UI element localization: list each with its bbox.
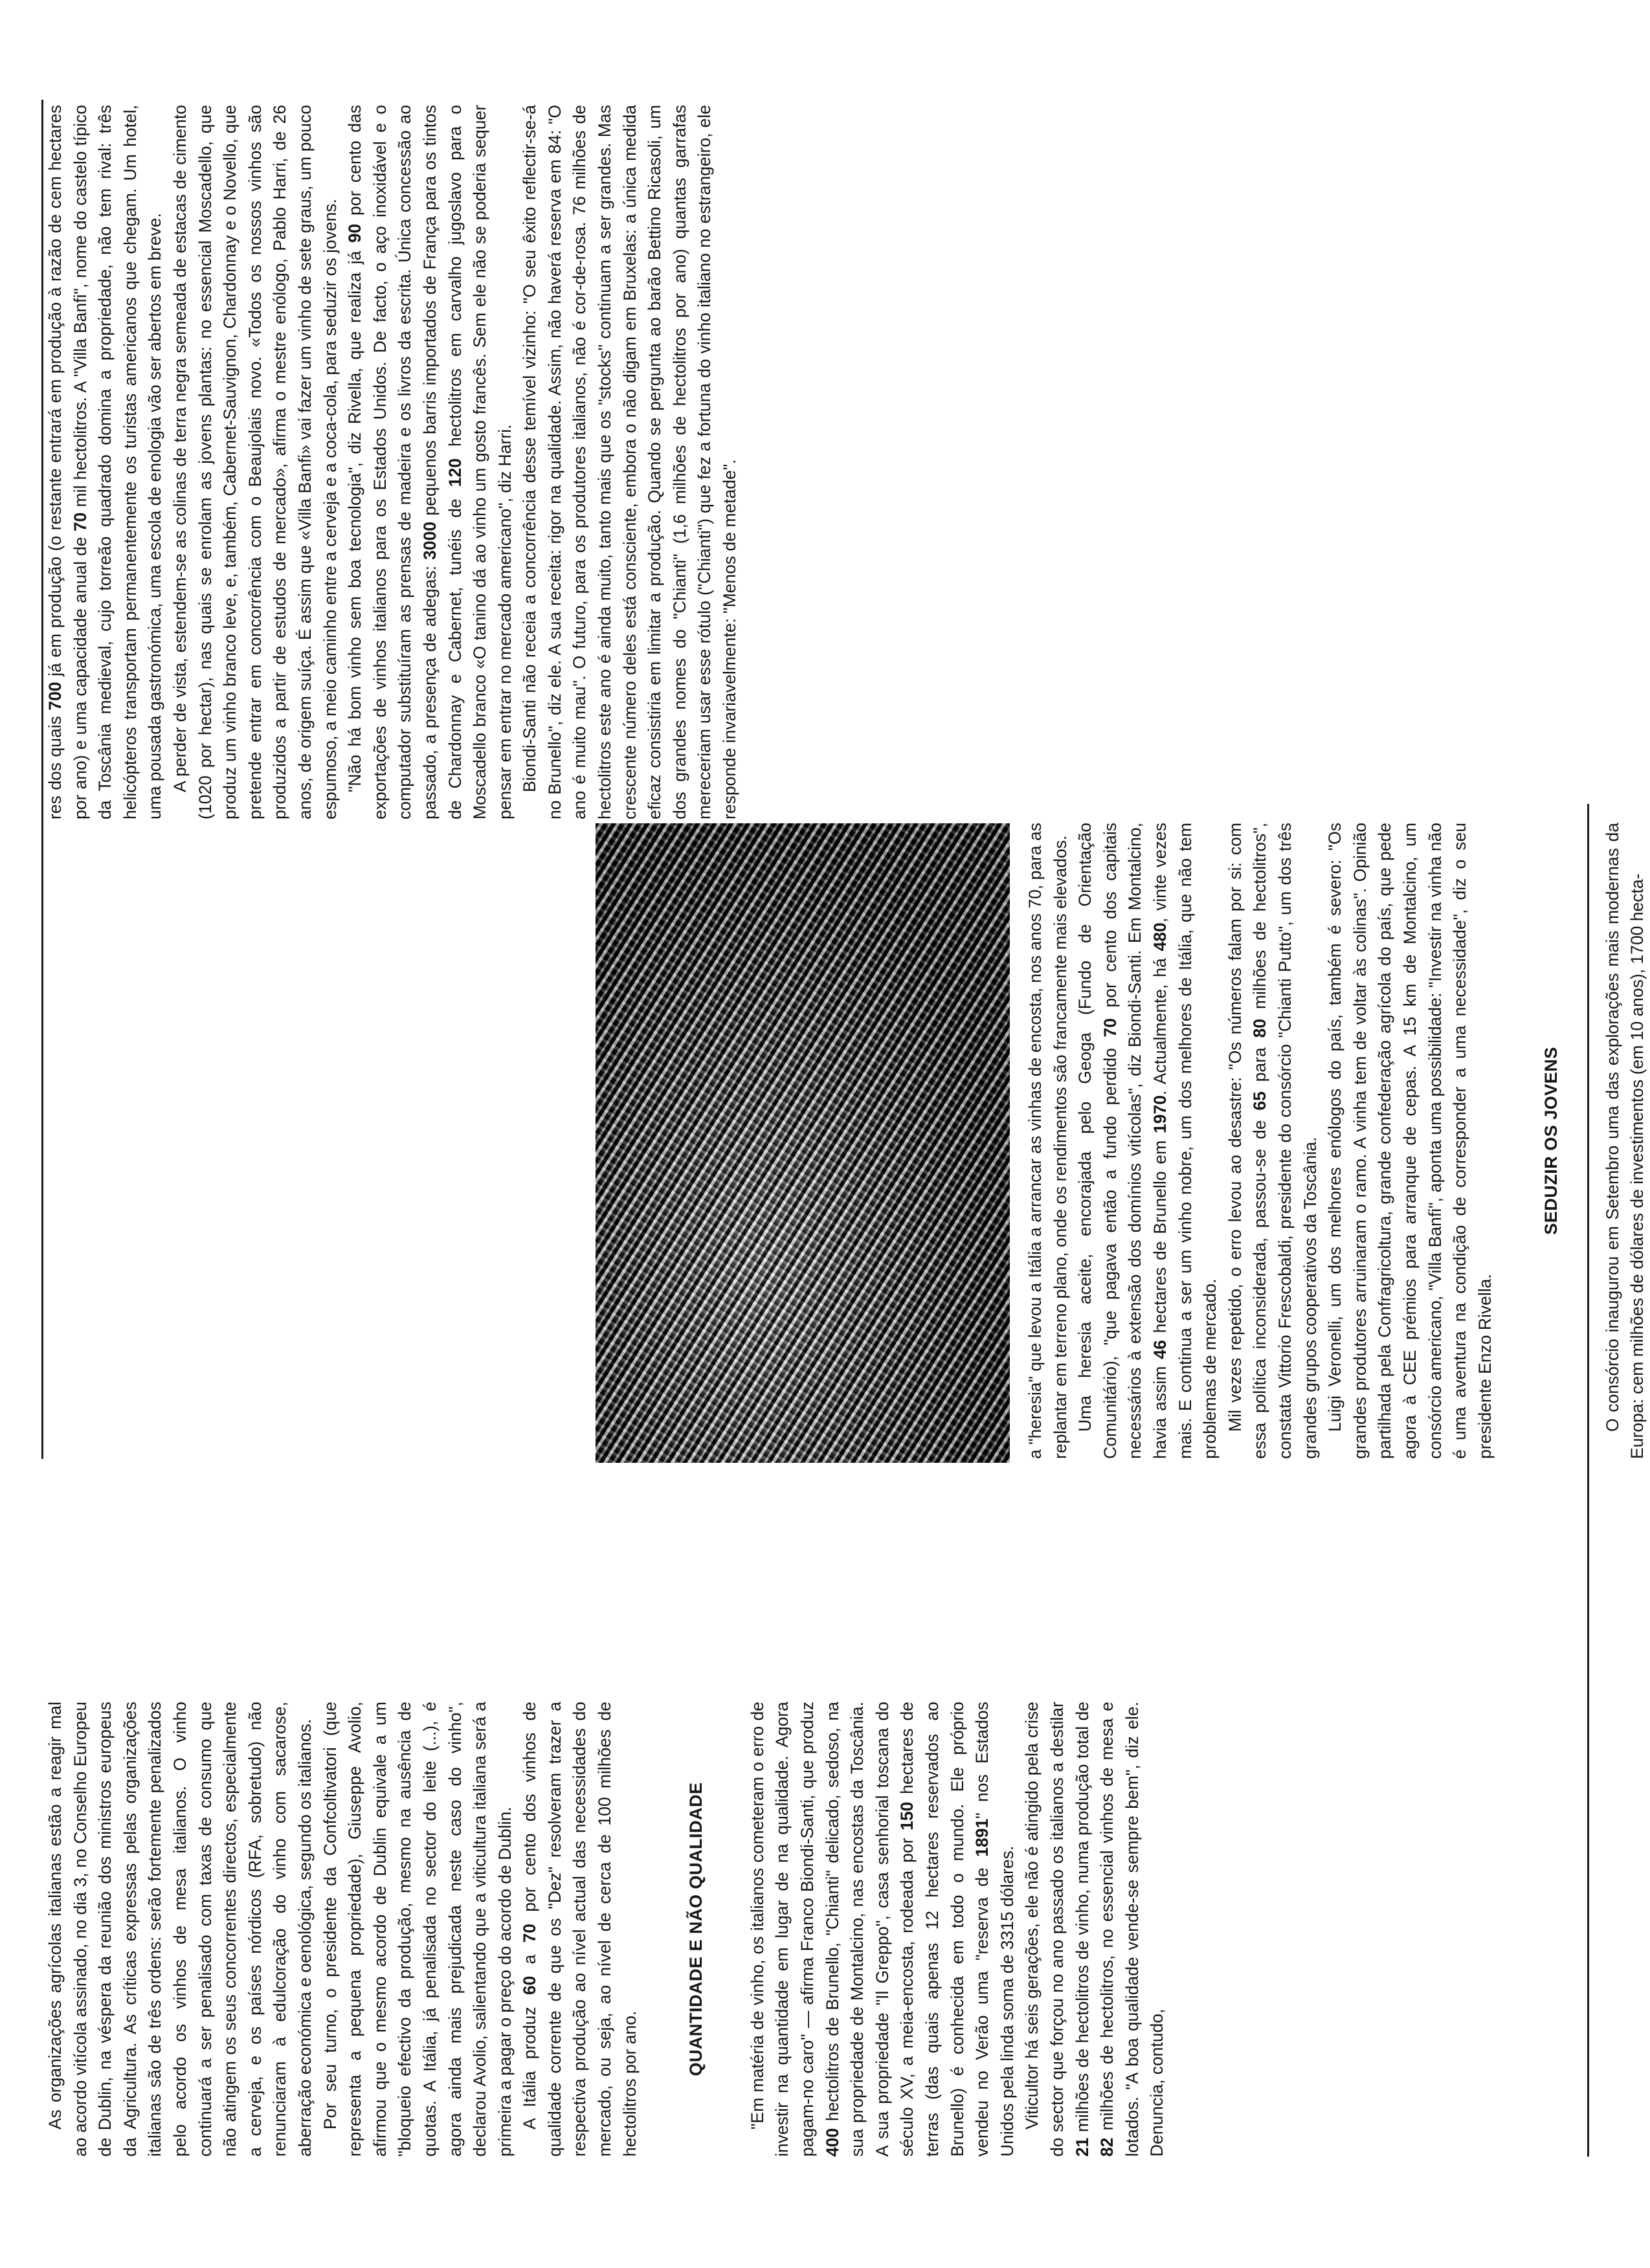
paragraph: O consórcio inaugurou em Setembro uma das explorações mais modernas da Europa: cem milhões de dólares de investimentos (em 10 anos), 1700 hecta-	[1602, 823, 1647, 1459]
paragraph: Biondi-Santi não receia a concorrência desse temível vizinho: "O seu êxito reflectir-se-á no Brunello", diz ele. A sua receita: rigor na qualidade. Assim, não haverá reserva em 84: "O ano é muito mau". O futuro, para os produtores italianos, não é cor-de-rosa. 76 milhões de hectolitros este ano é ainda muito, tanto mais que os "stocks" continuam a ser grandes. Mas crescente número deles está consciente, embora o não digam em Bruxelas: a única medida eficaz consistiria em limitar a produção. Quando se pergunta ao barão Bettino Ricasoli, um dos grandes nomes do "Chianti" (1,6 milhões de hectolitros por ano) quantas garrafas mereceriam usar esse rótulo ("Chianti") que fez a fortuna do vinho italiano no estrangeiro, ele responde invariavelmente: "Menos de metade".	[520, 105, 740, 819]
paragraph: A perder de vista, estendem-se as colinas de terra negra semeada de estacas de cimento (1020 por hectar), nas quais se enrolam as jovens plantas: no essencial Moscadello, que produz um vinho branco leve, e, também, Cabernet-Sauvignon, Chardonnay e o Novello, que pretende entrar em concorrência com o Beaujolais novo. «Todos os nossos vinhos são produzidos a partir de estudos de mercado», afirma o mestre enólogo, Pablo Harri, de 26 anos, de origem suíça. É assim que «Villa Banfi» vai fazer um vinho de sete graus, um pouco espumoso, a meio caminho entre a cerveja e a coca-cola, para seduzir os jovens.	[170, 105, 340, 819]
paragraph: Mil vezes repetido, o erro levou ao desastre: "Os números falam por si: com essa política inconsiderada, passou-se de 65 para 80 milhões de hectolitros", constata Vittorio Frescobaldi, presidente do consórcio "Chianti Putto", um dos três grandes grupos cooperativos da Toscânia.	[1225, 823, 1320, 1459]
rule-bottom	[1587, 804, 1589, 2157]
paragraph: a "heresia" que levou a Itália a arrancar as vinhas de encosta, nos anos 70, para as replantar em terreno plano, onde os rendimentos são francamente mais elevados.	[1025, 823, 1070, 1459]
article-column-3	[43, 105, 1587, 819]
paragraph: res dos quais 700 já em produção (o restante entrará em produção à razão de cem hectares por ano) e uma capacidade anual de 70 mil hectolitros. A "Villa Banfi", nome do castelo típico da Toscânia medieval, cujo torreão quadrado domina a propriedade, não tem rival: três helicópteros transportam permanentemente os turistas americanos que chegam. Um hotel, uma pousada gastronómica, uma escola de enologia vão ser abertos em breve.	[45, 105, 165, 819]
paragraph: "Não há bom vinho sem boa tecnologia", diz Rivella, que realiza já 90 por cento das exportações de vinhos italianos para os Estados Unidos. De facto, o aço inoxidável e o computador substituíram as prensas de madeira e os livros da escrita. Única concessão ao passado, a presença de adegas: 3000 pequenos barris importados de França para os tintos de Chardonnay e Cabernet, tunéis de 120 hectolitros em carvalho jugoslavo para o Moscadello branco «O tanino dá ao vinho um gosto francês. Sem ele não se poderia sequer pensar em entrar no mercado americano", diz Harri.	[345, 105, 515, 819]
paragraph: A Itália produz 60 a 70 por cento dos vinhos de qualidade corrente de que os "Dez" resolveram trazer a respectiva produção ao nível actual das necessidades do mercado, ou seja, ao nível de cerca de 100 milhões de hectolitros por ano.	[520, 1702, 640, 2157]
section-heading: SEDUZIR OS JOVENS	[1541, 1047, 1561, 1235]
paragraph: Uma heresia aceite, encorajada pelo Geoga (Fundo de Orientação Comunitário), "que pagava então a fundo perdido 70 por cento dos capitais necessários à extensão dos domínios vitícolas", diz Biondi-Santi. Em Montalcino, havia assim 46 hectares de Brunello em 1970. Actualmente, há 480, vinte vezes mais. E continua a ser um vinho nobre, um dos melhores de Itália, que não tem problemas de mercado.	[1075, 822, 1220, 1459]
paragraph: "Em matéria de vinho, os italianos cometeram o erro de investir na quantidade em lugar de na qualidade. Agora pagam-no caro" — afirma Franco Biondi-Santi, que produz 400 hectolitros de Brunello, "Chianti" delicado, sedoso, na sua propriedade de Montalcino, nas encostas da Toscânia. A sua propriedade "Il Greppo", casa senhorial toscana do século XV, a meia-encosta, rodeada por 150 hectares de terras (das quais apenas 12 hectares reservados ao Brunello) é conhecida em todo o mundo. Ele próprio vendeu no Verão uma "reserva de 1891" nos Estados Unidos pela linda soma de 3315 dólares.	[747, 1701, 1017, 2157]
paragraph: As organizações agrícolas italianas estão a reagir mal ao acordo vitícola assinado, no dia 3, no Conselho Europeu de Dublin, na véspera da reunião dos ministros europeus da Agricultura. As críticas expressas pelas organizações italianas são de três ordens: serão fortemente penalizados pelo acordo os vinhos de mesa italianos. O vinho continuará a ser penalisado com taxas de consumo que não atingem os seus concorrentes directos, especialmente a cerveja, e os países nórdicos (RFA, sobretudo) não renunciaram à edulcoração do vinho com sacarose, aberração económica e oenológica, segundo os italianos.	[45, 1702, 315, 2157]
paragraph: Viticultor há seis gerações, ele não é atingido pela crise do sector que forçou no ano passado os italianos a destilar 21 milhões de hectolitros de vinho, numa produção total de 82 milhões de hectolitros, no essencial vinhos de mesa e lotados. "A boa qualidade vende-se sempre bem", diz ele. Denuncia, contudo,	[1022, 1702, 1167, 2157]
article-column-2	[1023, 815, 1647, 1702]
article-column-1	[43, 1702, 1587, 2157]
vineyard-photo	[596, 823, 1010, 1463]
paragraph: Por seu turno, o presidente da Confcoltivatori (que representa a pequena propriedade), Giuseppe Avolio, afirmou que o mesmo acordo de Dublin equivale a um "bloqueio efectivo da produção, mesmo na ausência de quotas. A Itália, já penalisada no sector do leite (...), é agora ainda mais prejudicada neste caso do vinho", declarou Avolio, salientando que a viticultura italiana será a primeira a pagar o preço do acordo de Dublin.	[320, 1702, 515, 2157]
paragraph: Luigi Veronelli, um dos melhores enólogos do país, também é severo: "Os grandes produtores arruinaram o ramo. A vinha tem de voltar às colinas". Opinião partilhada pela Confragricoltura, grande confederação agrícola do país, que pede agora à CEE prémios para arranque de cepas. A 15 km de Montalcino, um consórcio americano, "Villa Banfi", aponta uma possibilidade: "Investir na vinha não é uma aventura na condição de corresponder a uma necessidade", diz o seu presidente Enzo Rivella.	[1325, 823, 1495, 1459]
rule-top	[41, 100, 43, 1459]
section-heading: QUANTIDADE E NÃO QUALIDADE	[686, 1782, 706, 2076]
